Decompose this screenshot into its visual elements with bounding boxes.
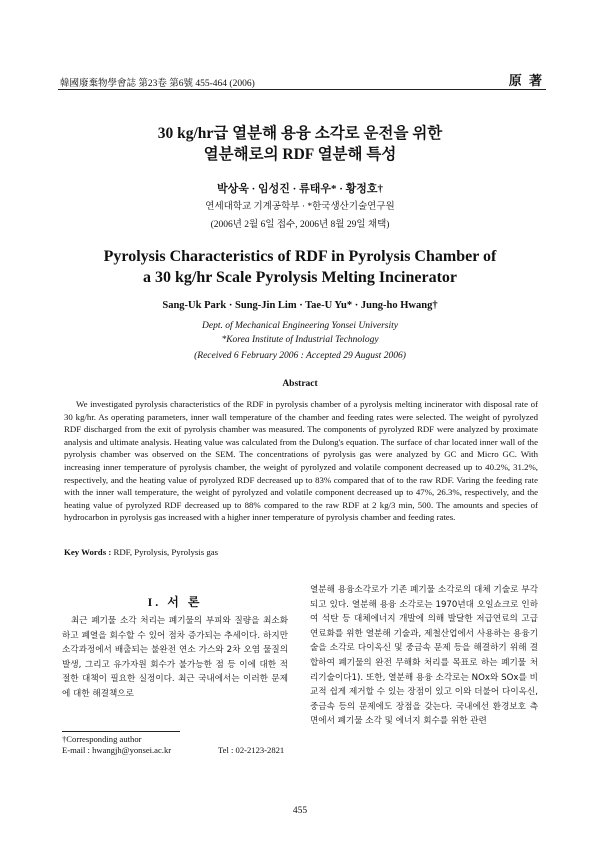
english-title-line2: a 30 kg/hr Scale Pyrolysis Melting Incinerator (142, 269, 458, 286)
english-affiliation (0, 319, 600, 347)
intro-right-column: 열분해 용융소각로가 기존 폐기물 소각로의 대체 기술로 부각되고 있다. 열분해 용융 소각로는 1970년대 오일쇼크로 인하여 석탄 등 대체에너지 개발에 의해 발달한 저급연료의 고급연료화를 위한 열분해 기술과, 제철산업에서 사용하는 용융기술을 소각로 다이옥신 및 중금속 문제 등을 해결하기 위해 결합하여 폐기물의 완전 무해화 처리를 목표로 하는 폐기물 처리기술이다1). 또한, 열분해 용융 소각로는 NOx와 SOx를 비교적 쉽게 제거할 수 있는 장점이 있고 이와 더불어 다이옥신, 중금속 등의 문제에도 장점을 갖는다. 국내에선 환경보호 측면에서 폐기물 소각 및 에너지 회수를 위한 관련 (310, 585, 538, 727)
journal-citation: 韓國廢棄物學會誌 第23卷 第6號 455-464 (2006) (60, 79, 255, 89)
english-title-line1: Pyrolysis Characteristics of RDF in Pyrolysis Chamber of (103, 248, 497, 265)
korean-affiliation: 연세대학교 기계공학부 · *한국생산기술연구원 (205, 202, 395, 212)
article-type-label: 原 著 (508, 73, 544, 88)
keywords-value: RDF, Pyrolysis, Pyrolysis gas (113, 547, 219, 557)
keywords (64, 547, 218, 557)
footnote-rule (62, 731, 180, 732)
intro-left-column: 최근 폐기물 소각 처리는 폐기물의 부피와 질량을 최소화 하고 폐열을 회수할 수 있어 점차 증가되는 추세이다. 하지만 소각과정에서 배출되는 불완전 연소 가스와 2차 오염 물질의 발생, 그리고 유가자원 회수가 불가능한 점 등 이에 대한 적절한 대책이 필요한 실정이다. 최근 국내에서는 이러한 문제에 대한 해결책으로 (62, 616, 288, 699)
abstract-text: We investigated pyrolysis characteristics of the RDF in pyrolysis chamber of a pyrolysis melting incinerator with disposal rate of 30 kg/hr. As operating parameters, inner wall temperature of the chamber and feeding rates were selected. The weight of pyrolyzed RDF discharged from the exit of pyrolysis chamber was measured. The components of pyrolyzed RDF were analyzed by proximate analysis and ultimate analysis. Heating value was calculated from the Dulong's equation. The surface of char located inner wall of the pyrolysis chamber was observed on the SEM. The concentrations of pyrolysis gas were analyzed by GC and Micro GC. With increasing inner temperature of pyrolysis chamber, the weight of pyrolyzed and volatile component decreased up to 40.2%, 31.2%, respectively, and the heating value of pyrolyzed RDF decreased up to 83% compared that of to the raw RDF. Varing the feeding rate with the inner wall temperature, the weight of pyrolyzed and volatile component decreased up to 47%, 26.3%, respectively, and the heating value of pyrolyzed RDF decreased up to 88% compared to the raw RDF at 2 kg/3 min, 500. The amounts and species of hydrocarbon in pyrolysis gas increased with a higher inner temperature of pyrolysis chamber and feeding rates. (64, 399, 538, 523)
author-telephone: Tel : 02-2123-2821 (218, 745, 285, 755)
page-number: 455 (292, 806, 308, 816)
korean-title-line2: 열분해로의 RDF 열분해 특성 (203, 146, 397, 163)
english-title (0, 246, 600, 288)
english-authors: Sang-Uk Park · Sung-Jin Lim · Tae-U Yu* · Jung-ho Hwang† (162, 300, 438, 311)
korean-authors: 박상욱 · 임성진 · 류태우* · 황정호† (216, 183, 384, 195)
english-dates: (Received 6 February 2006 : Accepted 29 August 2006) (194, 351, 406, 361)
author-email: E-mail : hwangjh@yonsei.ac.kr (62, 745, 172, 755)
header-rule (58, 89, 546, 90)
keywords-label: Key Words : (64, 547, 112, 557)
english-affiliation-line2: *Korea Institute of Industrial Technology (221, 335, 379, 345)
abstract-heading: Abstract (282, 379, 318, 389)
korean-title (0, 123, 600, 165)
english-affiliation-line1: Dept. of Mechanical Engineering Yonsei University (202, 321, 398, 331)
section-heading: I. 서 론 (147, 595, 203, 609)
korean-title-line1: 30 kg/hr급 열분해 용융 소각로 운전을 위한 (157, 125, 443, 142)
korean-dates: (2006년 2월 6일 접수, 2006년 8월 29일 채택) (210, 220, 390, 230)
corresponding-author-note: †Corresponding author (62, 734, 142, 744)
